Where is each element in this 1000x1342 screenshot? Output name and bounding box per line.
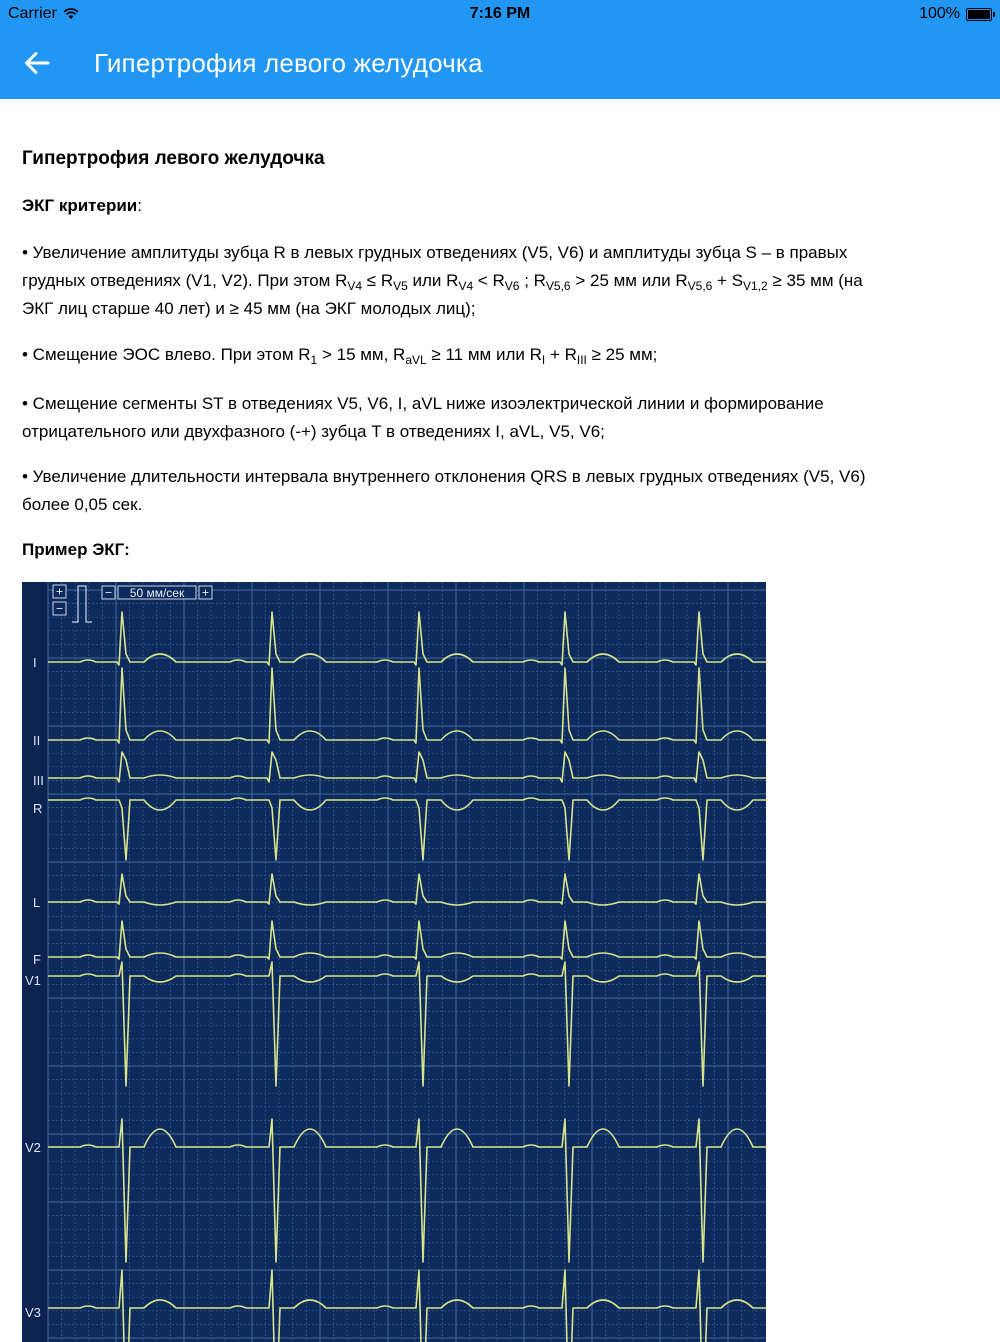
paragraph-line: отрицательного или двухфазного (-+) зубца T в отведениях I, aVL, V5, V6;	[22, 422, 605, 441]
svg-text:+: +	[55, 584, 64, 599]
status-time: 7:16 PM	[469, 5, 531, 22]
paragraph-axis-shift	[22, 341, 982, 369]
carrier-label: Carrier	[8, 5, 57, 22]
gain-minus-button[interactable]	[53, 602, 66, 616]
speed-minus-button[interactable]	[102, 586, 115, 600]
nav-title: Гипертрофия левого желудочка	[94, 48, 483, 78]
ecg-lead-label: F	[33, 952, 41, 967]
status-bar	[0, 0, 1000, 28]
ecg-lead-label: L	[33, 895, 41, 910]
speed-plus-button[interactable]	[199, 586, 212, 600]
paragraph-line: • Смещение сегменты ST в отведениях V5, V6, I, aVL ниже изоэлектрической линии и формирование	[22, 394, 824, 413]
ecg-lead-label: R	[33, 801, 43, 816]
ecg-lead-label: I	[33, 655, 37, 670]
example-label: Пример ЭКГ:	[22, 540, 130, 559]
paragraph-line: грудных отведениях (V1, V2). При этом $R_{V4} \le R_{V5}$ или $R_{V4} < R_{V6}$ ; $R_{V5,6} > 25$ мм или $R_{V5,6} + S_{V1,2} \ge 35$ мм (на	[22, 271, 863, 293]
paragraph-qrs-interval	[22, 463, 982, 519]
paragraph-st-shift	[22, 390, 982, 446]
ecg-example-image	[22, 582, 766, 1342]
gain-plus-button[interactable]	[53, 585, 66, 599]
svg-text:−: −	[55, 601, 64, 616]
arrow-left-icon	[18, 43, 58, 83]
ecg-lead-label: V3	[25, 1305, 41, 1320]
paragraph-line: ЭКГ лиц старше 40 лет) и ≥ 45 мм (на ЭКГ молодых лиц);	[22, 299, 476, 318]
svg-text:−: −	[104, 585, 113, 600]
battery-info	[919, 5, 992, 23]
ecg-chart	[22, 582, 766, 1342]
back-button[interactable]	[18, 43, 58, 83]
article-heading: Гипертрофия левого желудочка	[22, 148, 325, 169]
speed-label: 50 мм/сек	[129, 586, 185, 600]
battery-percent: 100%	[919, 5, 960, 22]
paragraph-line: более 0,05 сек.	[22, 495, 143, 514]
ecg-lead-label: V2	[25, 1140, 41, 1155]
paragraph-line: • Увеличение амплитуды зубца R в левых грудных отведениях (V5, V6) и амплитуды зубца S – в правых	[22, 243, 848, 262]
battery-icon	[966, 8, 992, 21]
paragraph-line: • Смещение ЭОС влево. При этом $R_1 > 15$ мм, $R_{aVL} \ge 11$ мм или $R_I + R_{III} \ge 25$ мм;	[22, 345, 658, 367]
navigation-bar	[0, 28, 1000, 99]
paragraph-r-amplitude	[22, 239, 982, 323]
criteria-label: ЭКГ критерии:	[22, 196, 142, 215]
ecg-lead-label: V1	[25, 973, 41, 988]
ecg-lead-label: III	[33, 773, 44, 788]
svg-text:+: +	[201, 585, 210, 600]
paragraph-line: • Увеличение длительности интервала внутреннего отклонения QRS в левых грудных отведениях (V5, V6)	[22, 467, 866, 486]
ecg-lead-label: II	[33, 733, 41, 748]
